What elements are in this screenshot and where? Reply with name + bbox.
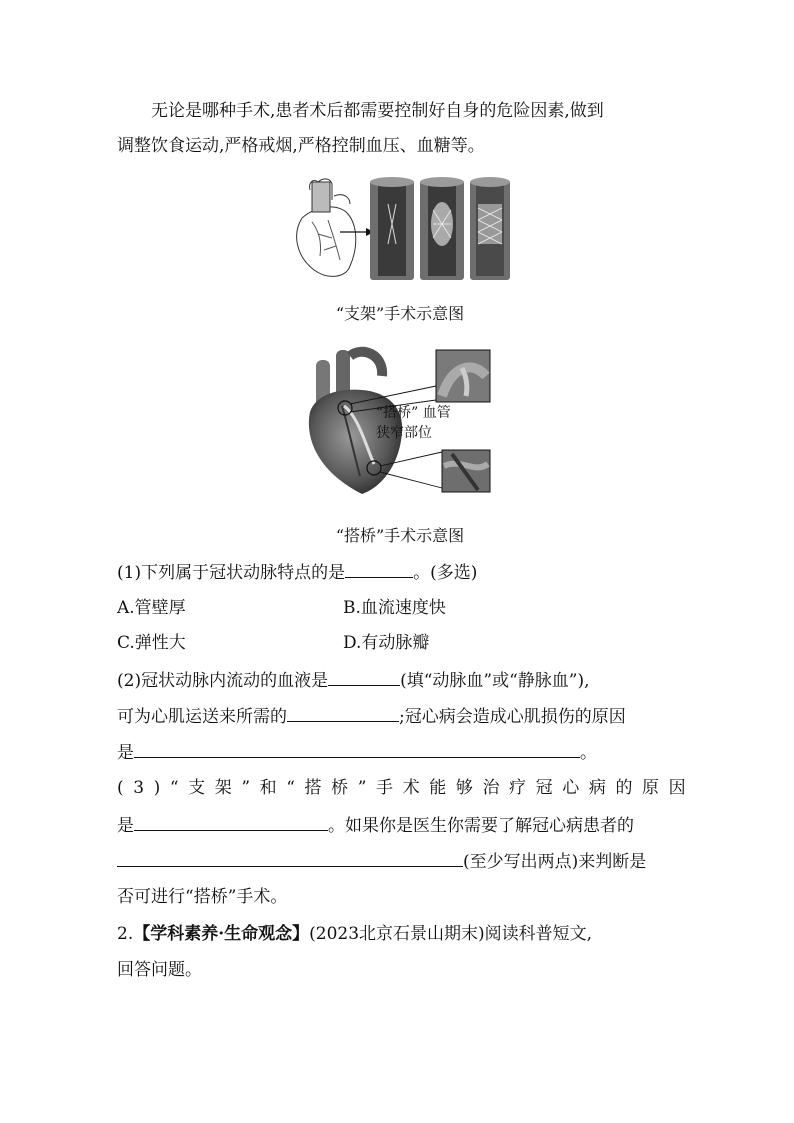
- vessel-section-3: [470, 177, 510, 280]
- intro-line-2: 调整饮食运动,严格戒烟,严格控制血压、血糖等。: [117, 136, 485, 156]
- question-1-stem: [117, 560, 477, 585]
- stent-surgery-figure: [288, 174, 513, 284]
- q1-answer-blank[interactable]: [345, 560, 413, 578]
- question-3-line-1: (3)“支架”和“搭桥”手术能够治疗冠心病的原因: [117, 778, 696, 798]
- q1-option-b: B.血流速度快: [343, 598, 446, 618]
- label-bridge-vessel: “搭桥” 血管: [376, 405, 451, 421]
- question-3-line-3: [117, 849, 646, 874]
- question-2-line-2: [117, 704, 626, 729]
- figure-2-caption: “搭桥”手术示意图: [335, 526, 465, 545]
- vessel-section-1: [370, 177, 414, 280]
- intro-line-1: 无论是哪种手术,患者术后都需要控制好自身的危险因素,做到: [151, 101, 604, 121]
- q2-text-3a: 是: [117, 743, 134, 763]
- q2-supply-blank[interactable]: [287, 704, 399, 722]
- question-2-line-1: [117, 668, 590, 693]
- q1-option-a: A.管壁厚: [117, 598, 186, 618]
- q3-reason-blank[interactable]: [134, 813, 328, 831]
- question-3-line-2: [117, 813, 634, 838]
- item-2-tag: 【学科素养·生命观念】: [133, 924, 310, 944]
- q3-text-2b: 。如果你是医生你需要了解冠心病患者的: [328, 816, 634, 836]
- q3-text-3b: (至少写出两点)来判断是: [463, 852, 647, 872]
- q2-text-1a: (2)冠状动脉内流动的血液是: [117, 671, 329, 691]
- question-3-line-4: 否可进行“搭桥”手术。: [117, 887, 288, 907]
- inset-graft-icon: [436, 350, 490, 402]
- q2-blood-type-blank[interactable]: [328, 668, 400, 686]
- q3-info-blank[interactable]: [117, 849, 463, 867]
- q2-text-2a: 可为心肌运送来所需的: [117, 707, 287, 727]
- q1-option-d: D.有动脉瓣: [343, 633, 430, 653]
- q1-stem-suffix: 。(多选): [413, 563, 478, 583]
- question-2-line-3: [117, 740, 597, 765]
- q1-stem-text: (1)下列属于冠状动脉特点的是: [117, 563, 346, 583]
- q2-reason-blank[interactable]: [134, 740, 580, 758]
- item-2-source: (2023北京石景山期末)阅读科普短文,: [309, 924, 593, 944]
- q1-option-c: C.弹性大: [117, 633, 186, 653]
- item-2-number: 2.: [117, 924, 134, 944]
- item-2-line-2: 回答问题。: [117, 960, 202, 980]
- q2-text-3b: 。: [580, 743, 597, 763]
- vessel-section-2: [420, 177, 464, 280]
- q2-text-2b: ;冠心病会造成心肌损伤的原因: [399, 707, 626, 727]
- item-2-line-1: [117, 922, 592, 946]
- q2-text-1b: (填“动脉血”或“静脉血”),: [400, 671, 590, 691]
- label-narrow-site: 狭窄部位: [376, 425, 432, 441]
- figure-1-caption: “支架”手术示意图: [335, 304, 465, 323]
- q3-text-2a: 是: [117, 816, 134, 836]
- inset-narrow-icon: [442, 450, 490, 492]
